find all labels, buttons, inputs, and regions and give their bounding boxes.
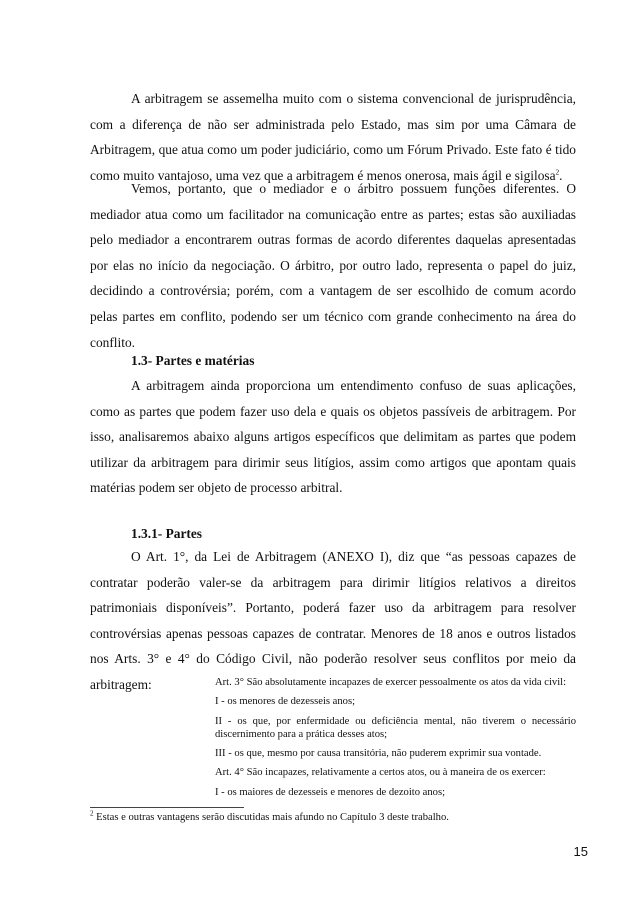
heading-block-1-3-1 (90, 524, 576, 544)
paragraph-arbitration-comparison (90, 86, 576, 188)
legal-citation-block (215, 677, 576, 806)
page-number: 15 (573, 844, 588, 859)
citation-line: I - os menores de dezesseis anos; (215, 696, 356, 708)
paragraph-block-3 (90, 373, 576, 501)
footnote-reference: 2 (555, 168, 560, 177)
paragraph-block-4 (90, 544, 576, 698)
paragraph-arbitration-applications: A arbitragem ainda proporciona um entendimento confuso de suas aplicações, como as partes que podem fazer uso dela e quais os objetos passíveis de arbitragem. Por isso, analisaremos abaixo alguns artigos específicos que delimitam as partes que podem utilizar da arbitragem para dirimir seus litígios, assim como artigos que apontam quais matérias podem ser objeto de processo arbitral. (90, 378, 576, 496)
footnote-separator (90, 807, 244, 808)
citation-line: II - os que, por enfermidade ou deficiência mental, não tiverem o necessário discernimento para a prática desses atos; (215, 715, 576, 740)
section-heading-partes: 1.3.1- Partes (131, 526, 203, 541)
paragraph-block-2 (90, 176, 576, 355)
section-heading-partes-e-materias: 1.3- Partes e matérias (131, 353, 255, 368)
paragraph-1-text: A arbitragem se assemelha muito com o sistema convencional de jurisprudência, com a diferença de não ser administrada pelo Estado, mas sim por uma Câmara de Arbitragem, que atua como um poder judiciário, como um Fórum Privado. Este fato é tido como muito vantajoso, uma vez que a arbitragem é menos onerosa, mais ágil e sigilosa (90, 91, 576, 183)
paragraph-block-1 (90, 86, 576, 188)
citation-line: Art. 4° São incapazes, relativamente a certos atos, ou à maneira de os exercer: (215, 767, 546, 779)
paragraph-1-end: . (559, 167, 563, 183)
citation-line: I - os maiores de dezesseis e menores de dezoito anos; (215, 786, 446, 798)
footnote (90, 811, 576, 825)
heading-block-1-3 (90, 351, 576, 371)
footnote-marker: 2 (90, 809, 94, 818)
footnote-text: Estas e outras vantagens serão discutidas mais afundo no Capítulo 3 deste trabalho. (93, 812, 449, 823)
paragraph-art-1-lei-arbitragem: O Art. 1°, da Lei de Arbitragem (ANEXO I), diz que “as pessoas capazes de contratar poderão valer-se da arbitragem para dirimir litígios relativos a direitos patrimoniais disponíveis”. Portanto, poderá fazer uso da arbitragem para resolver controvérsias apenas pessoas capazes de contratar. Menores de 18 anos e outros listados nos Arts. 3° e 4° do Código Civil, não poderão resolver seus conflitos por meio da arbitragem: (90, 549, 576, 692)
citation-line: Art. 3° São absolutamente incapazes de exercer pessoalmente os atos da vida civil: (215, 677, 567, 688)
citation-line: III - os que, mesmo por causa transitória, não puderem exprimir sua vontade. (215, 747, 542, 759)
paragraph-mediator-vs-arbitrator: Vemos, portanto, que o mediador e o árbitro possuem funções diferentes. O mediador atua como um facilitador na comunicação entre as partes; estas são auxiliadas pelo mediador a encontrarem outras formas de acordo diferentes daquelas apresentadas por elas no início da negociação. O árbitro, por outro lado, representa o papel do juiz, decidindo a controvérsia; porém, com a vantagem de ser escolhido de comum acordo pelas partes em conflito, podendo ser um técnico com grande conhecimento na área do conflito. (90, 181, 576, 350)
